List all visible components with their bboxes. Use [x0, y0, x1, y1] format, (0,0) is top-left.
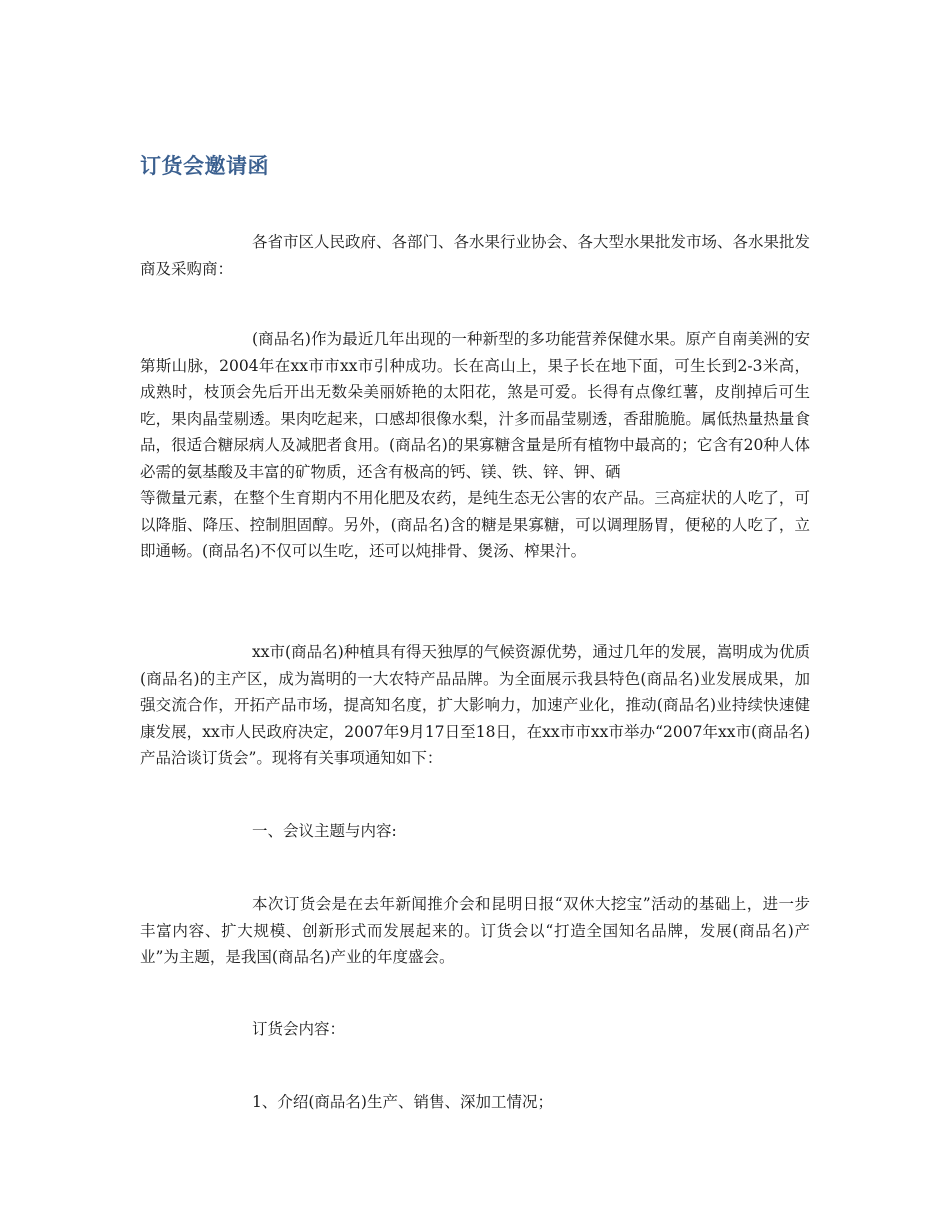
theme-paragraph: 本次订货会是在去年新闻推介会和昆明日报“双休大挖宝”活动的基础上，进一步丰富内容、扩大规模、创新形式而发展起来的。订货会以“打造全国知名品牌，发展(商品名)产业”为主题，是我国(商品名)产业的年度盛会。 [140, 895, 810, 966]
section1-heading: 一、会议主题与内容: [252, 822, 397, 840]
content-label: 订货会内容： [252, 1020, 346, 1038]
product-intro-part2: 等微量元素，在整个生育期内不用化肥及农药，是纯生态无公害的农产品。三高症状的人吃了，可以降脂、降压、控制胆固醇。另外，(商品名)含的糖是果寡糖，可以调理肠胃，便秘的人吃了，立即通畅。(商品名)不仅可以生吃，还可以炖排骨、煲汤、榨果汁。 [140, 489, 810, 560]
addressee-paragraph: 各省市区人民政府、各部门、各水果行业协会、各大型水果批发市场、各水果批发商及采购商： [140, 233, 811, 278]
content-item-1: 1、介绍(商品名)生产、销售、深加工情况； [252, 1093, 553, 1111]
background-paragraph: xx市(商品名)种植具有得天独厚的气候资源优势，通过几年的发展，嵩明成为优质(商品名)的主产区，成为嵩明的一大农特产品品牌。为全面展示我县特色(商品名)业发展成果，加强交流合作，开拓产品市场，提高知名度，扩大影响力，加速产业化，推动(商品名)业持续快速健康发展，xx市人民政府决定，2007年9月17日至18日，在xx市市xx市举办“2007年xx市(商品名)产品洽谈订货会”。现将有关事项通知如下： [140, 643, 810, 767]
product-intro-paragraph [140, 326, 810, 565]
document-title: 订货会邀请函 [140, 154, 269, 178]
product-intro-part1: (商品名)作为最近几年出现的一种新型的多功能营养保健水果。原产自南美洲的安第斯山脉，2004年在xx市市xx市引种成功。长在高山上，果子长在地下面，可生长到2-3米高，成熟时，枝顶会先后开出无数朵美丽娇艳的太阳花，煞是可爱。长得有点像红薯，皮削掉后可生吃，果肉晶莹剔透。果肉吃起来，口感却很像水梨，汁多而晶莹剔透，香甜脆脆。属低热量热量食品，很适合糖尿病人及减肥者食用。(商品名)的果寡糖含量是所有植物中最高的；它含有20种人体必需的氨基酸及丰富的矿物质，还含有极高的钙、镁、铁、锌、钾、硒 [140, 330, 810, 481]
